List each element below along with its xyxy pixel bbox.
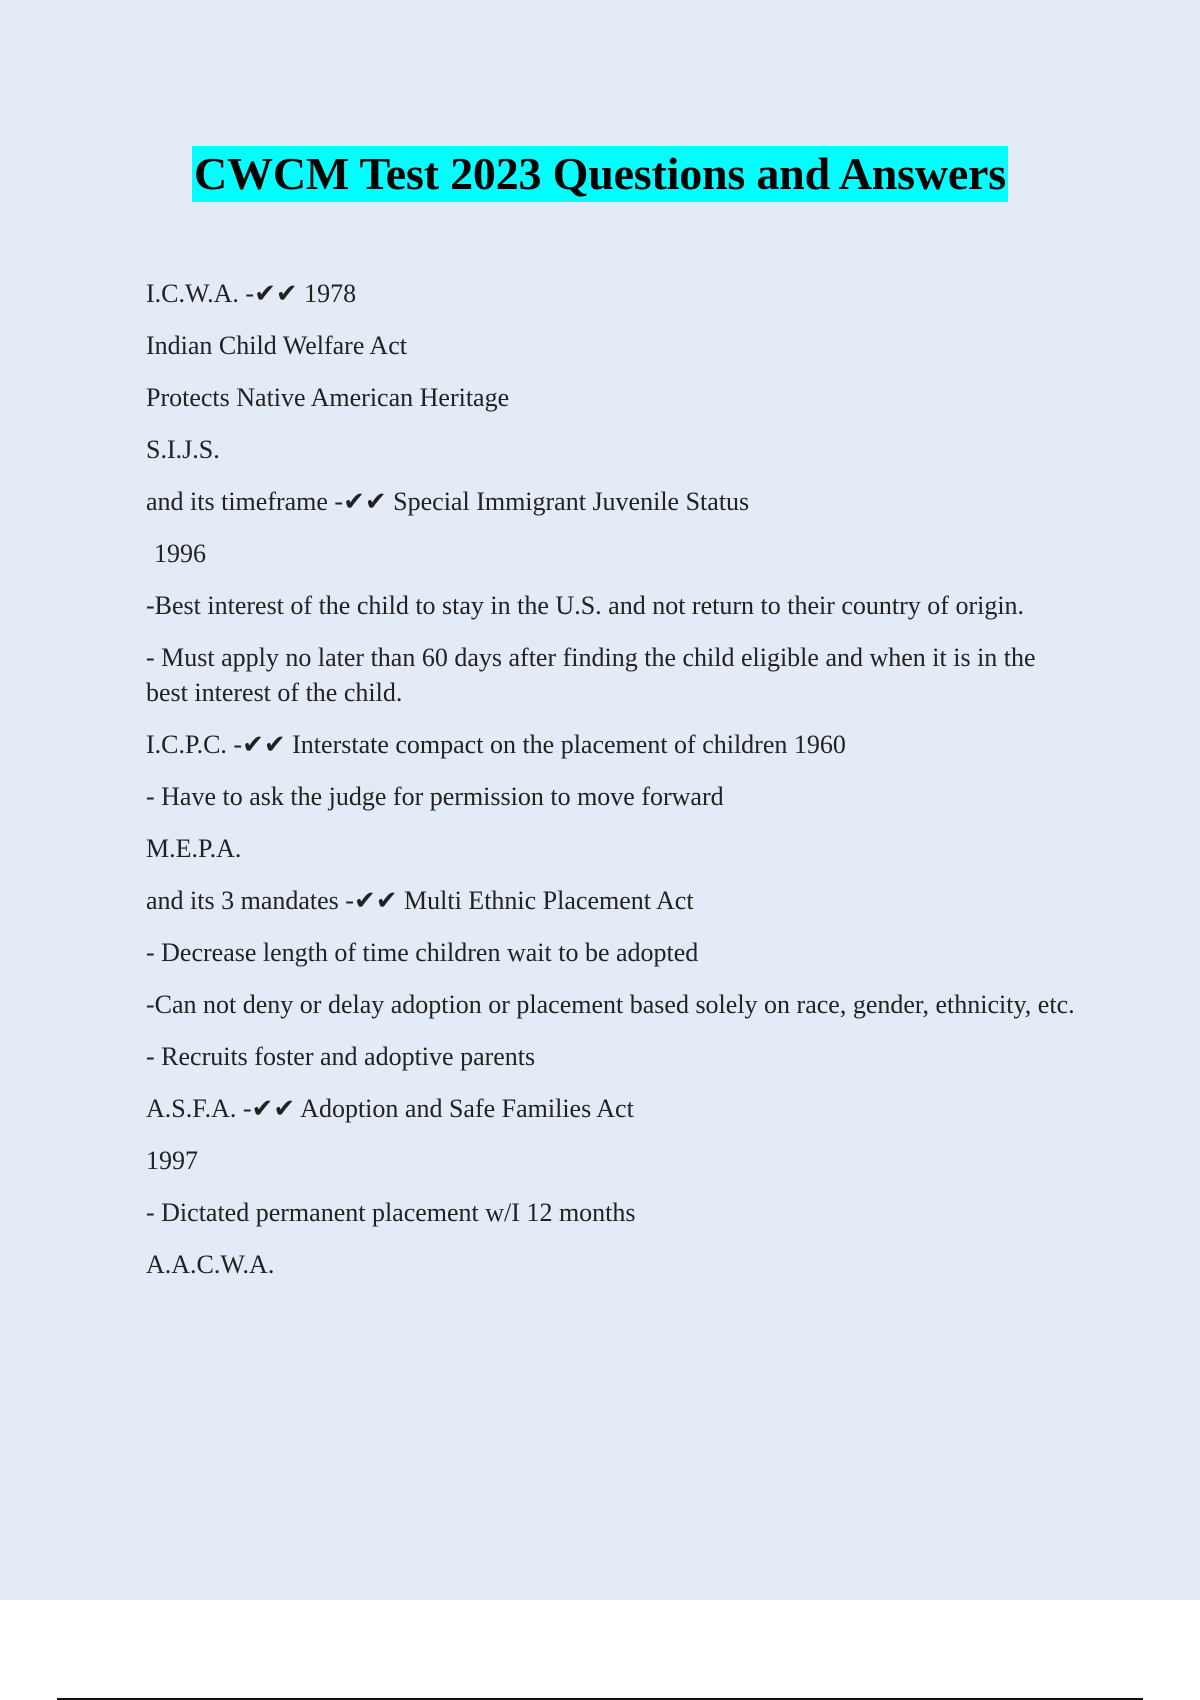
qa-line: - Have to ask the judge for permission to move forward	[146, 782, 724, 811]
qa-line: and its 3 mandates -✔✔ Multi Ethnic Placement Act	[146, 886, 694, 915]
qa-line: - Recruits foster and adoptive parents	[146, 1042, 536, 1071]
qa-line: 1997	[146, 1146, 198, 1175]
qa-line: I.C.W.A. -✔✔ 1978	[146, 279, 357, 308]
qa-line: Protects Native American Heritage	[146, 383, 510, 412]
qa-line: -Best interest of the child to stay in the U.S. and not return to their country of origin.	[146, 591, 1025, 620]
qa-line: - Dictated permanent placement w/I 12 months	[146, 1198, 636, 1227]
qa-line: and its timeframe -✔✔ Special Immigrant Juvenile Status	[146, 487, 750, 516]
title-container	[0, 146, 1200, 202]
qa-line: A.S.F.A. -✔✔ Adoption and Safe Families Act	[146, 1094, 634, 1123]
document-title: CWCM Test 2023 Questions and Answers	[192, 146, 1008, 202]
qa-line: Indian Child Welfare Act	[146, 331, 407, 360]
qa-line: 1996	[154, 539, 206, 568]
qa-line: M.E.P.A.	[146, 834, 242, 863]
qa-line: I.C.P.C. -✔✔ Interstate compact on the placement of children 1960	[146, 730, 846, 759]
qa-line: A.A.C.W.A.	[146, 1250, 275, 1279]
qa-line: S.I.J.S.	[146, 435, 220, 464]
qa-line: - Decrease length of time children wait to be adopted	[146, 938, 699, 967]
qa-content	[146, 276, 1076, 1282]
qa-line: - Must apply no later than 60 days after finding the child eligible and when it is in the best interest of the child.	[146, 643, 1036, 707]
qa-line: -Can not deny or delay adoption or placement based solely on race, gender, ethnicity, etc.	[146, 990, 1075, 1019]
